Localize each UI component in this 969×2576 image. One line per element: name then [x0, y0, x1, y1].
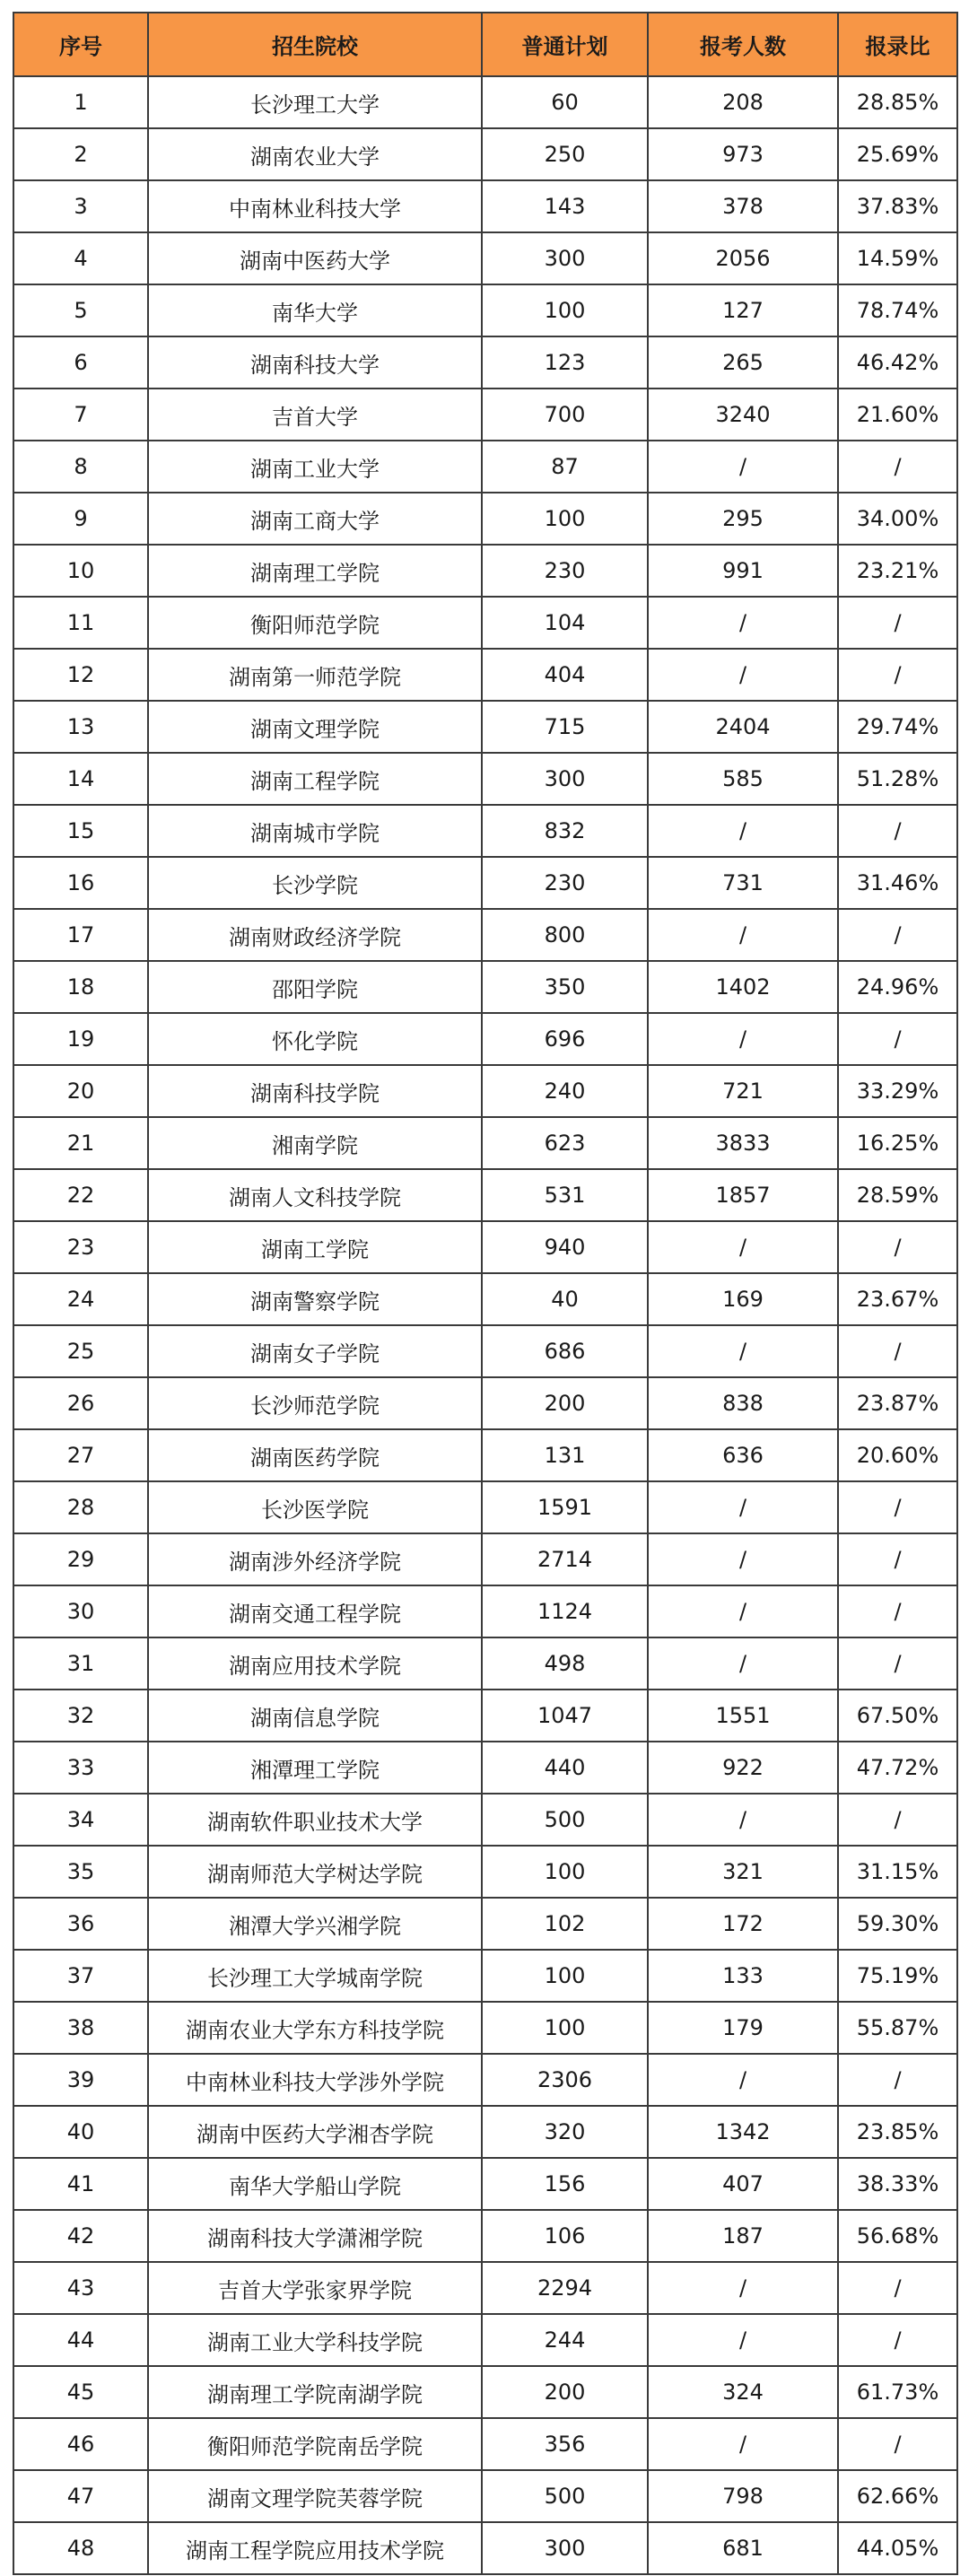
table-row — [13, 336, 957, 389]
cell-applicants: / — [648, 2262, 838, 2314]
cell-plan: 320 — [482, 2106, 648, 2158]
cell-index: 48 — [13, 2522, 148, 2574]
cell-school: 湖南城市学院 — [148, 805, 482, 857]
cell-plan: 623 — [482, 1117, 648, 1169]
cell-index: 27 — [13, 1429, 148, 1481]
cell-plan: 2294 — [482, 2262, 648, 2314]
table-row — [13, 1950, 957, 2002]
cell-school: 湖南涉外经济学院 — [148, 1533, 482, 1585]
table-row — [13, 1221, 957, 1273]
cell-applicants: 2056 — [648, 232, 838, 284]
cell-school: 湖南文理学院 — [148, 701, 482, 753]
cell-plan: 87 — [482, 441, 648, 493]
cell-applicants: / — [648, 1637, 838, 1690]
cell-ratio: / — [838, 2418, 957, 2470]
cell-index: 31 — [13, 1637, 148, 1690]
table-row — [13, 2418, 957, 2470]
cell-school: 湖南师范大学树达学院 — [148, 1846, 482, 1898]
cell-applicants: / — [648, 1794, 838, 1846]
cell-applicants: 179 — [648, 2002, 838, 2054]
cell-applicants: 321 — [648, 1846, 838, 1898]
table-row — [13, 1481, 957, 1533]
cell-applicants: 1402 — [648, 961, 838, 1013]
cell-applicants: 265 — [648, 336, 838, 389]
cell-index: 33 — [13, 1742, 148, 1794]
cell-index: 7 — [13, 389, 148, 441]
cell-school: 邵阳学院 — [148, 961, 482, 1013]
cell-school: 湖南农业大学东方科技学院 — [148, 2002, 482, 2054]
cell-applicants: 407 — [648, 2158, 838, 2210]
cell-ratio: 31.46% — [838, 857, 957, 909]
header-applicants: 报考人数 — [648, 13, 838, 76]
cell-school: 长沙理工大学城南学院 — [148, 1950, 482, 2002]
cell-index: 1 — [13, 76, 148, 128]
table-row — [13, 1117, 957, 1169]
cell-ratio: 38.33% — [838, 2158, 957, 2210]
table-row — [13, 1794, 957, 1846]
cell-school: 南华大学船山学院 — [148, 2158, 482, 2210]
cell-applicants: 378 — [648, 180, 838, 232]
cell-applicants: 1342 — [648, 2106, 838, 2158]
header-ratio: 报录比 — [838, 13, 957, 76]
cell-index: 30 — [13, 1585, 148, 1637]
table-row — [13, 2002, 957, 2054]
table-row — [13, 493, 957, 545]
cell-school: 湖南科技大学潇湘学院 — [148, 2210, 482, 2262]
cell-index: 45 — [13, 2366, 148, 2418]
cell-ratio: 55.87% — [838, 2002, 957, 2054]
cell-index: 36 — [13, 1898, 148, 1950]
cell-applicants: / — [648, 1585, 838, 1637]
cell-ratio: 75.19% — [838, 1950, 957, 2002]
cell-index: 44 — [13, 2314, 148, 2366]
cell-ratio: / — [838, 441, 957, 493]
table-row — [13, 1846, 957, 1898]
cell-school: 长沙理工大学 — [148, 76, 482, 128]
table-row — [13, 2054, 957, 2106]
cell-school: 怀化学院 — [148, 1013, 482, 1065]
cell-index: 9 — [13, 493, 148, 545]
cell-applicants: 127 — [648, 284, 838, 336]
cell-school: 长沙师范学院 — [148, 1377, 482, 1429]
cell-index: 4 — [13, 232, 148, 284]
table-row — [13, 284, 957, 336]
table-row — [13, 961, 957, 1013]
table-row — [13, 1690, 957, 1742]
table-row — [13, 1742, 957, 1794]
cell-plan: 800 — [482, 909, 648, 961]
cell-applicants: 1857 — [648, 1169, 838, 1221]
cell-plan: 500 — [482, 2470, 648, 2522]
cell-index: 19 — [13, 1013, 148, 1065]
cell-plan: 104 — [482, 597, 648, 649]
cell-school: 湖南工程学院 — [148, 753, 482, 805]
cell-index: 26 — [13, 1377, 148, 1429]
cell-applicants: 187 — [648, 2210, 838, 2262]
cell-ratio: / — [838, 805, 957, 857]
cell-school: 湖南工业大学 — [148, 441, 482, 493]
table-body — [13, 76, 957, 2574]
cell-ratio: 37.83% — [838, 180, 957, 232]
admission-table — [13, 12, 958, 2575]
table-row — [13, 1637, 957, 1690]
cell-school: 湖南人文科技学院 — [148, 1169, 482, 1221]
cell-plan: 832 — [482, 805, 648, 857]
cell-applicants: / — [648, 2314, 838, 2366]
cell-applicants: / — [648, 909, 838, 961]
cell-applicants: 3833 — [648, 1117, 838, 1169]
cell-ratio: 23.85% — [838, 2106, 957, 2158]
cell-index: 39 — [13, 2054, 148, 2106]
table-row — [13, 649, 957, 701]
cell-index: 23 — [13, 1221, 148, 1273]
cell-ratio: / — [838, 1325, 957, 1377]
cell-plan: 200 — [482, 1377, 648, 1429]
cell-school: 湖南应用技术学院 — [148, 1637, 482, 1690]
cell-plan: 440 — [482, 1742, 648, 1794]
cell-index: 15 — [13, 805, 148, 857]
cell-ratio: / — [838, 649, 957, 701]
cell-ratio: / — [838, 1533, 957, 1585]
cell-school: 湖南农业大学 — [148, 128, 482, 180]
cell-plan: 356 — [482, 2418, 648, 2470]
table-row — [13, 389, 957, 441]
cell-school: 湖南科技学院 — [148, 1065, 482, 1117]
cell-plan: 100 — [482, 493, 648, 545]
cell-school: 湖南女子学院 — [148, 1325, 482, 1377]
cell-applicants: / — [648, 441, 838, 493]
cell-school: 湘潭理工学院 — [148, 1742, 482, 1794]
cell-ratio: 24.96% — [838, 961, 957, 1013]
cell-ratio: / — [838, 1013, 957, 1065]
table-row — [13, 2158, 957, 2210]
table-row — [13, 909, 957, 961]
cell-applicants: / — [648, 649, 838, 701]
cell-index: 29 — [13, 1533, 148, 1585]
cell-applicants: 208 — [648, 76, 838, 128]
cell-ratio: 61.73% — [838, 2366, 957, 2418]
cell-plan: 230 — [482, 857, 648, 909]
cell-plan: 100 — [482, 284, 648, 336]
cell-school: 湘南学院 — [148, 1117, 482, 1169]
cell-index: 3 — [13, 180, 148, 232]
cell-school: 吉首大学张家界学院 — [148, 2262, 482, 2314]
cell-plan: 700 — [482, 389, 648, 441]
cell-ratio: 28.59% — [838, 1169, 957, 1221]
table-row — [13, 2470, 957, 2522]
cell-plan: 200 — [482, 2366, 648, 2418]
table-row — [13, 597, 957, 649]
cell-plan: 244 — [482, 2314, 648, 2366]
cell-school: 长沙医学院 — [148, 1481, 482, 1533]
cell-plan: 686 — [482, 1325, 648, 1377]
cell-index: 40 — [13, 2106, 148, 2158]
cell-index: 5 — [13, 284, 148, 336]
cell-school: 湖南医药学院 — [148, 1429, 482, 1481]
cell-plan: 500 — [482, 1794, 648, 1846]
header-index: 序号 — [13, 13, 148, 76]
cell-ratio: / — [838, 1637, 957, 1690]
cell-school: 湖南工程学院应用技术学院 — [148, 2522, 482, 2574]
cell-applicants: 585 — [648, 753, 838, 805]
cell-school: 湖南中医药大学 — [148, 232, 482, 284]
cell-school: 湖南中医药大学湘杏学院 — [148, 2106, 482, 2158]
cell-ratio: 23.21% — [838, 545, 957, 597]
cell-ratio: 14.59% — [838, 232, 957, 284]
table-row — [13, 180, 957, 232]
cell-plan: 250 — [482, 128, 648, 180]
cell-plan: 123 — [482, 336, 648, 389]
table-row — [13, 441, 957, 493]
table-row — [13, 1273, 957, 1325]
cell-ratio: 23.67% — [838, 1273, 957, 1325]
cell-plan: 40 — [482, 1273, 648, 1325]
cell-plan: 300 — [482, 232, 648, 284]
cell-index: 21 — [13, 1117, 148, 1169]
table-row — [13, 76, 957, 128]
cell-index: 38 — [13, 2002, 148, 2054]
cell-plan: 2714 — [482, 1533, 648, 1585]
table-row — [13, 1065, 957, 1117]
cell-index: 37 — [13, 1950, 148, 2002]
table-row — [13, 1169, 957, 1221]
cell-school: 湖南信息学院 — [148, 1690, 482, 1742]
cell-plan: 1124 — [482, 1585, 648, 1637]
cell-index: 25 — [13, 1325, 148, 1377]
cell-index: 22 — [13, 1169, 148, 1221]
cell-school: 湖南科技大学 — [148, 336, 482, 389]
cell-school: 湖南警察学院 — [148, 1273, 482, 1325]
table-row — [13, 1377, 957, 1429]
cell-applicants: 1551 — [648, 1690, 838, 1742]
cell-applicants: / — [648, 2418, 838, 2470]
cell-index: 41 — [13, 2158, 148, 2210]
cell-applicants: 172 — [648, 1898, 838, 1950]
table-row — [13, 857, 957, 909]
cell-school: 湖南软件职业技术大学 — [148, 1794, 482, 1846]
cell-school: 湘潭大学兴湘学院 — [148, 1898, 482, 1950]
table-row — [13, 1898, 957, 1950]
cell-ratio: 46.42% — [838, 336, 957, 389]
cell-school: 湖南工业大学科技学院 — [148, 2314, 482, 2366]
cell-plan: 350 — [482, 961, 648, 1013]
cell-ratio: 56.68% — [838, 2210, 957, 2262]
cell-index: 8 — [13, 441, 148, 493]
cell-index: 18 — [13, 961, 148, 1013]
cell-ratio: 78.74% — [838, 284, 957, 336]
table-row — [13, 2210, 957, 2262]
cell-index: 43 — [13, 2262, 148, 2314]
table-row — [13, 128, 957, 180]
cell-applicants: 973 — [648, 128, 838, 180]
cell-index: 12 — [13, 649, 148, 701]
cell-applicants: / — [648, 597, 838, 649]
cell-index: 35 — [13, 1846, 148, 1898]
cell-school: 湖南理工学院 — [148, 545, 482, 597]
header-school: 招生院校 — [148, 13, 482, 76]
table-row — [13, 2262, 957, 2314]
cell-index: 20 — [13, 1065, 148, 1117]
cell-school: 中南林业科技大学涉外学院 — [148, 2054, 482, 2106]
header-row — [13, 13, 957, 76]
cell-plan: 940 — [482, 1221, 648, 1273]
table-row — [13, 701, 957, 753]
cell-applicants: 721 — [648, 1065, 838, 1117]
cell-index: 14 — [13, 753, 148, 805]
cell-ratio: 44.05% — [838, 2522, 957, 2574]
cell-applicants: 731 — [648, 857, 838, 909]
cell-ratio: 62.66% — [838, 2470, 957, 2522]
cell-ratio: / — [838, 1221, 957, 1273]
cell-index: 28 — [13, 1481, 148, 1533]
cell-plan: 106 — [482, 2210, 648, 2262]
cell-ratio: 23.87% — [838, 1377, 957, 1429]
cell-plan: 156 — [482, 2158, 648, 2210]
cell-plan: 102 — [482, 1898, 648, 1950]
cell-ratio: 20.60% — [838, 1429, 957, 1481]
cell-index: 11 — [13, 597, 148, 649]
cell-applicants: 991 — [648, 545, 838, 597]
cell-applicants: / — [648, 2054, 838, 2106]
cell-applicants: / — [648, 1533, 838, 1585]
cell-applicants: 636 — [648, 1429, 838, 1481]
cell-index: 24 — [13, 1273, 148, 1325]
cell-school: 湖南文理学院芙蓉学院 — [148, 2470, 482, 2522]
cell-ratio: 59.30% — [838, 1898, 957, 1950]
cell-ratio: 33.29% — [838, 1065, 957, 1117]
cell-plan: 531 — [482, 1169, 648, 1221]
cell-school: 湖南工商大学 — [148, 493, 482, 545]
cell-ratio: / — [838, 1794, 957, 1846]
cell-school: 湖南工学院 — [148, 1221, 482, 1273]
cell-plan: 131 — [482, 1429, 648, 1481]
cell-applicants: 295 — [648, 493, 838, 545]
cell-applicants: 838 — [648, 1377, 838, 1429]
cell-ratio: 25.69% — [838, 128, 957, 180]
cell-index: 2 — [13, 128, 148, 180]
cell-ratio: / — [838, 1481, 957, 1533]
cell-ratio: 51.28% — [838, 753, 957, 805]
cell-ratio: 16.25% — [838, 1117, 957, 1169]
cell-index: 10 — [13, 545, 148, 597]
table-row — [13, 2366, 957, 2418]
cell-school: 湖南第一师范学院 — [148, 649, 482, 701]
cell-plan: 100 — [482, 1950, 648, 2002]
cell-applicants: 681 — [648, 2522, 838, 2574]
cell-ratio: / — [838, 597, 957, 649]
cell-index: 16 — [13, 857, 148, 909]
cell-applicants: 3240 — [648, 389, 838, 441]
cell-applicants: / — [648, 1221, 838, 1273]
cell-index: 6 — [13, 336, 148, 389]
cell-applicants: 169 — [648, 1273, 838, 1325]
cell-plan: 300 — [482, 753, 648, 805]
cell-ratio: 34.00% — [838, 493, 957, 545]
table-row — [13, 1429, 957, 1481]
cell-applicants: 798 — [648, 2470, 838, 2522]
table-row — [13, 805, 957, 857]
table-row — [13, 2106, 957, 2158]
cell-plan: 1591 — [482, 1481, 648, 1533]
cell-applicants: 922 — [648, 1742, 838, 1794]
table-row — [13, 753, 957, 805]
cell-plan: 100 — [482, 2002, 648, 2054]
cell-plan: 404 — [482, 649, 648, 701]
cell-ratio: / — [838, 909, 957, 961]
cell-applicants: / — [648, 1325, 838, 1377]
table-row — [13, 1325, 957, 1377]
table-row — [13, 2522, 957, 2574]
cell-school: 湖南理工学院南湖学院 — [148, 2366, 482, 2418]
cell-plan: 300 — [482, 2522, 648, 2574]
cell-school: 南华大学 — [148, 284, 482, 336]
table-row — [13, 232, 957, 284]
cell-ratio: / — [838, 1585, 957, 1637]
cell-plan: 230 — [482, 545, 648, 597]
cell-school: 中南林业科技大学 — [148, 180, 482, 232]
cell-index: 13 — [13, 701, 148, 753]
cell-plan: 2306 — [482, 2054, 648, 2106]
cell-school: 长沙学院 — [148, 857, 482, 909]
cell-index: 47 — [13, 2470, 148, 2522]
cell-plan: 60 — [482, 76, 648, 128]
cell-index: 42 — [13, 2210, 148, 2262]
cell-ratio: 21.60% — [838, 389, 957, 441]
cell-plan: 100 — [482, 1846, 648, 1898]
table-row — [13, 1013, 957, 1065]
cell-ratio: 28.85% — [838, 76, 957, 128]
cell-ratio: 29.74% — [838, 701, 957, 753]
cell-school: 湖南财政经济学院 — [148, 909, 482, 961]
table-row — [13, 2314, 957, 2366]
cell-index: 46 — [13, 2418, 148, 2470]
cell-applicants: / — [648, 1481, 838, 1533]
header-plan: 普通计划 — [482, 13, 648, 76]
table-header — [13, 13, 957, 76]
cell-plan: 696 — [482, 1013, 648, 1065]
cell-applicants: 133 — [648, 1950, 838, 2002]
cell-plan: 498 — [482, 1637, 648, 1690]
cell-ratio: / — [838, 2262, 957, 2314]
cell-applicants: / — [648, 1013, 838, 1065]
cell-school: 吉首大学 — [148, 389, 482, 441]
table-row — [13, 1533, 957, 1585]
cell-index: 17 — [13, 909, 148, 961]
cell-school: 湖南交通工程学院 — [148, 1585, 482, 1637]
cell-applicants: / — [648, 805, 838, 857]
cell-plan: 715 — [482, 701, 648, 753]
cell-ratio: 47.72% — [838, 1742, 957, 1794]
cell-plan: 240 — [482, 1065, 648, 1117]
cell-index: 34 — [13, 1794, 148, 1846]
cell-school: 衡阳师范学院 — [148, 597, 482, 649]
cell-index: 32 — [13, 1690, 148, 1742]
cell-school: 衡阳师范学院南岳学院 — [148, 2418, 482, 2470]
cell-plan: 1047 — [482, 1690, 648, 1742]
cell-plan: 143 — [482, 180, 648, 232]
cell-applicants: 324 — [648, 2366, 838, 2418]
cell-applicants: 2404 — [648, 701, 838, 753]
cell-ratio: / — [838, 2054, 957, 2106]
cell-ratio: 67.50% — [838, 1690, 957, 1742]
cell-ratio: 31.15% — [838, 1846, 957, 1898]
cell-ratio: / — [838, 2314, 957, 2366]
table-row — [13, 1585, 957, 1637]
table-row — [13, 545, 957, 597]
